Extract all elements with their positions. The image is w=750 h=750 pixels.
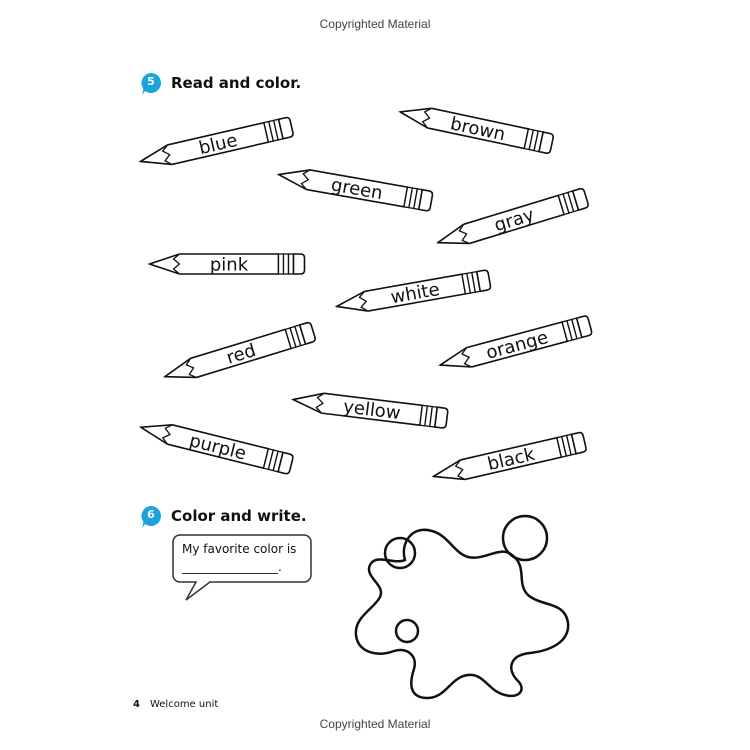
exercise-5-instruction: Read and color. <box>171 74 302 92</box>
pencil-word: white <box>389 279 442 309</box>
pencil-word: gray <box>491 204 537 237</box>
pencil-word: blue <box>196 129 240 160</box>
pencil-orange[interactable] <box>438 315 593 376</box>
pencil-word: pink <box>209 254 249 276</box>
bubble-text: My favorite color is <box>182 542 297 556</box>
splat-drop-left <box>385 538 415 568</box>
pencil-green[interactable] <box>277 165 433 213</box>
watermark-bottom: Copyrighted Material <box>319 717 431 731</box>
favorite-color-blank[interactable]: ________________. <box>182 560 282 574</box>
pencil-word: black <box>485 443 537 476</box>
pencil-gray[interactable] <box>435 188 590 254</box>
pencil-word: brown <box>448 113 508 146</box>
paint-splat <box>350 505 590 700</box>
pencil-yellow[interactable] <box>292 390 448 430</box>
pencil-blue[interactable] <box>138 117 294 173</box>
watermark-top: Copyrighted Material <box>319 17 431 31</box>
exercise-6-badge <box>140 505 162 527</box>
pencil-white[interactable] <box>335 270 491 318</box>
pencil-word: green <box>329 174 385 205</box>
section-name: Welcome unit <box>149 699 219 710</box>
pencil-red[interactable] <box>162 322 317 388</box>
pencil-pink[interactable] <box>150 254 305 276</box>
splat-drop-large <box>503 516 547 560</box>
pencil-brown[interactable] <box>398 102 554 155</box>
pencil-black[interactable] <box>431 432 587 488</box>
pencil-word: orange <box>483 327 551 364</box>
exercise-6-number: 6 <box>147 508 155 521</box>
page-footer <box>133 699 218 710</box>
page-number: 4 <box>133 699 140 710</box>
exercise-6-instruction: Color and write. <box>171 507 307 525</box>
exercise-6-heading <box>140 505 307 527</box>
pencil-word: yellow <box>342 396 402 425</box>
splat-drop-small <box>396 620 418 642</box>
pencil-purple[interactable] <box>138 418 294 476</box>
splat-outline <box>356 530 568 698</box>
pencil-word: purple <box>187 430 249 465</box>
pencil-word: red <box>224 340 259 369</box>
exercise-5-number: 5 <box>147 75 155 88</box>
speech-bubble <box>172 534 312 582</box>
